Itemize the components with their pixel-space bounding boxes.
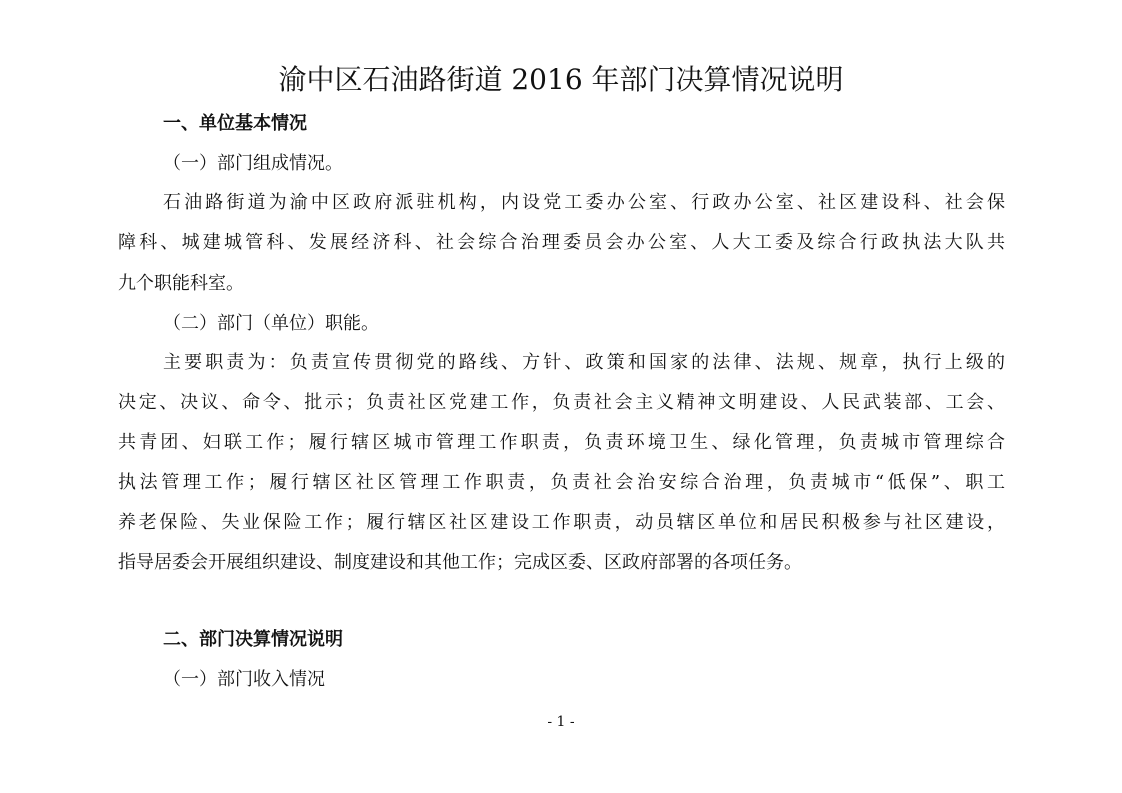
paragraph-line: 石油路街道为渝中区政府派驻机构，内设党工委办公室、行政办公室、社区建设科、社会保 xyxy=(163,192,1005,213)
page-title: 渝中区石油路街道 2016 年部门决算情况说明 xyxy=(278,63,844,96)
paragraph-line: 主要职责为：负责宣传贯彻党的路线、方针、政策和国家的法律、法规、规章，执行上级的 xyxy=(163,352,1005,373)
section-heading-basic-info: 一、单位基本情况 xyxy=(163,113,307,134)
page-number: - 1 - xyxy=(547,714,575,730)
subsection-label-composition: （一）部门组成情况。 xyxy=(163,153,343,174)
paragraph-line: 执法管理工作；履行辖区社区管理工作职责，负责社会治安综合治理，负责城市“低保”、职工 xyxy=(118,472,1005,493)
paragraph-line: 养老保险、失业保险工作；履行辖区社区建设工作职责，动员辖区单位和居民积极参与社区建设， xyxy=(118,512,1005,533)
paragraph-line: 共青团、妇联工作；履行辖区城市管理工作职责，负责环境卫生、绿化管理，负责城市管理综合 xyxy=(118,432,1005,453)
subsection-label-functions: （二）部门（单位）职能。 xyxy=(163,313,379,334)
paragraph-line: 指导居委会开展组织建设、制度建设和其他工作；完成区委、区政府部署的各项任务。 xyxy=(118,552,802,573)
section-heading-final-accounts: 二、部门决算情况说明 xyxy=(163,629,343,650)
paragraph-line: 决定、决议、命令、批示；负责社区党建工作，负责社会主义精神文明建设、人民武装部、工会、 xyxy=(118,392,1005,413)
subsection-label-income: （一）部门收入情况 xyxy=(163,669,325,690)
paragraph-line: 障科、城建城管科、发展经济科、社会综合治理委员会办公室、人大工委及综合行政执法大队共 xyxy=(118,232,1005,253)
paragraph-line: 九个职能科室。 xyxy=(118,273,244,294)
